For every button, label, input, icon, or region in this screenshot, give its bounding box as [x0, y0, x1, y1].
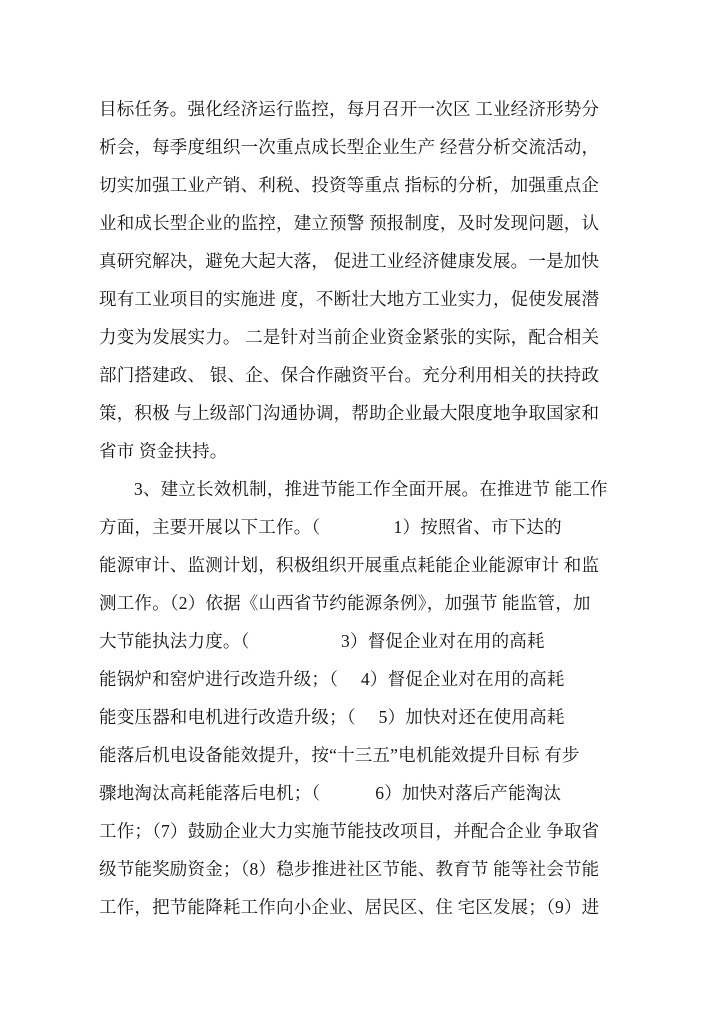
text-line: 工作；（7）鼓励企业大力实施节能技改项目，并配合企业 争取省 [99, 821, 600, 841]
text-line-paragraph-start: 3、建立长效机制，推进节能工作全面开展。在推进节 能工作 [134, 479, 608, 499]
text-line: 级节能奖励资金；（8）稳步推进社区节能、教育节 能等社会节能 [99, 859, 600, 879]
text-line: 大节能执法力度。（ 3）督促企业对在用的高耗 [99, 631, 545, 651]
text-line: 部门搭建政、 银、企、保合作融资平台。充分利用相关的扶持政 [99, 365, 600, 385]
text-block [99, 90, 644, 926]
text-line: 工作，把节能降耗工作向小企业、居民区、住 宅区发展；（9）进 [99, 897, 600, 917]
text-line: 省市 资金扶持。 [99, 441, 228, 461]
text-line: 力变为发展实力。 二是针对当前企业资金紧张的实际，配合相关 [99, 327, 600, 347]
text-line: 方面，主要开展以下工作。（ 1）按照省、市下达的 [99, 517, 562, 537]
text-line: 测工作。（2）依据《山西省节约能源条例》，加强节 能监管，加 [99, 593, 591, 613]
text-line: 现有工业项目的实施进 度，不断壮大地方工业实力，促使发展潜 [99, 289, 600, 309]
text-line: 能变压器和电机进行改造升级；（ 5）加快对还在使用高耗 [99, 707, 565, 727]
text-line: 析会，每季度组织一次重点成长型企业生产 经营分析交流活动， [99, 137, 600, 157]
text-line: 业和成长型企业的监控，建立预警 预报制度，及时发现问题，认 [99, 213, 600, 233]
text-line: 能落后机电设备能效提升，按“十三五”电机能效提升目标 有步 [99, 745, 580, 765]
text-line: 切实加强工业产销、利税、投资等重点 指标的分析，加强重点企 [99, 175, 600, 195]
text-line: 能锅炉和窑炉进行改造升级；（ 4）督促企业对在用的高耗 [99, 669, 565, 689]
text-line: 目标任务。强化经济运行监控，每月召开一次区 工业经济形势分 [99, 99, 600, 119]
text-line: 能源审计、监测计划，积极组织开展重点耗能企业能源审计 和监 [99, 555, 600, 575]
text-line: 骤地淘汰高耗能落后电机；（ 6）加快对落后产能淘汰 [99, 783, 562, 803]
text-line: 策，积极 与上级部门沟通协调，帮助企业最大限度地争取国家和 [99, 403, 600, 423]
text-line: 真研究解决，避免大起大落， 促进工业经济健康发展。一是加快 [99, 251, 600, 271]
